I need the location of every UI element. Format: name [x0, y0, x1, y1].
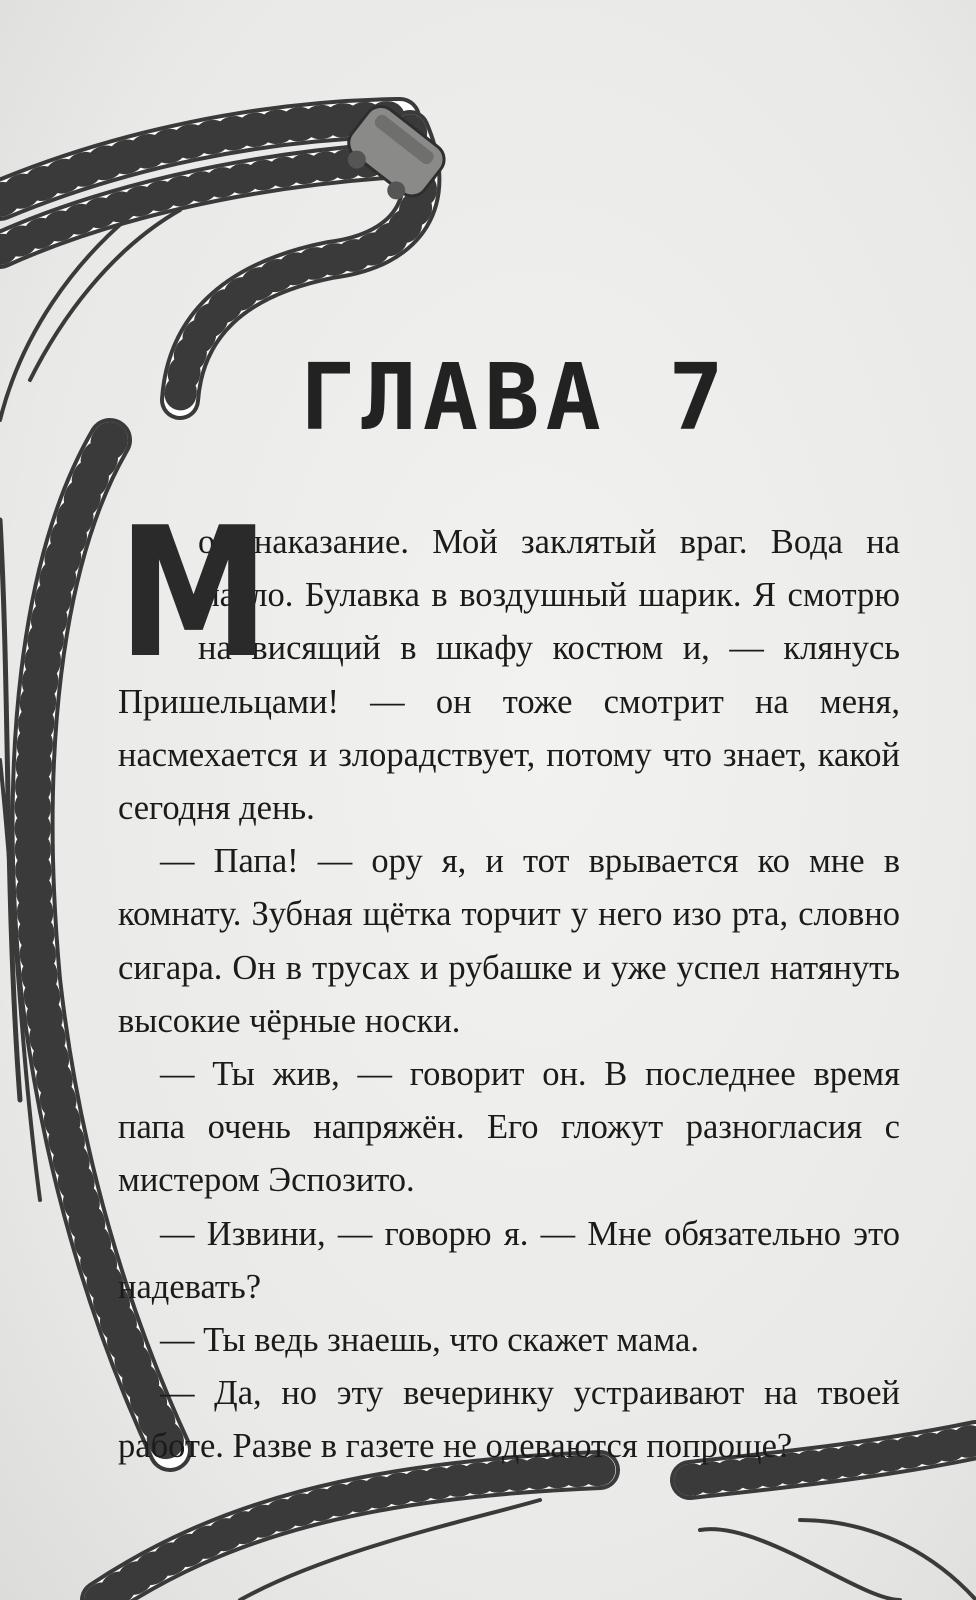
chapter-text [118, 488, 900, 1474]
chapter-title: ГЛАВА 7 [300, 344, 730, 451]
paragraph: — Папа! — ору я, и тот врывается ко мне в комнату. Зубная щётка торчит у него изо рта, словно сигара. Он в трусах и рубашке и уже успел натянуть высокие чёрные носки. [118, 842, 900, 1040]
paragraph-text: оё наказание. Мой заклятый враг. Вода на масло. Булавка в воздушный шарик. Я смотрю на висящий в шкафу костюм и, — клянусь Пришельцами! — он тоже смотрит на меня, насмехается и злорадствует, потому что знает, какой сегодня день. [118, 523, 900, 828]
paragraph: — Ты жив, — говорит он. В последнее время папа очень напряжён. Его гложут разногласия с мистером Эспозито. [118, 1055, 900, 1200]
paragraph: — Ты ведь знаешь, что скажет мама. [160, 1321, 699, 1360]
paragraph [118, 488, 900, 835]
paragraph: — Да, но эту вечеринку устраивают на твоей работе. Разве в газете не одеваются попроще? [118, 1374, 900, 1466]
drop-cap: М [118, 488, 270, 698]
paragraph: — Извини, — говорю я. — Мне обязательно это надевать? [118, 1214, 900, 1306]
